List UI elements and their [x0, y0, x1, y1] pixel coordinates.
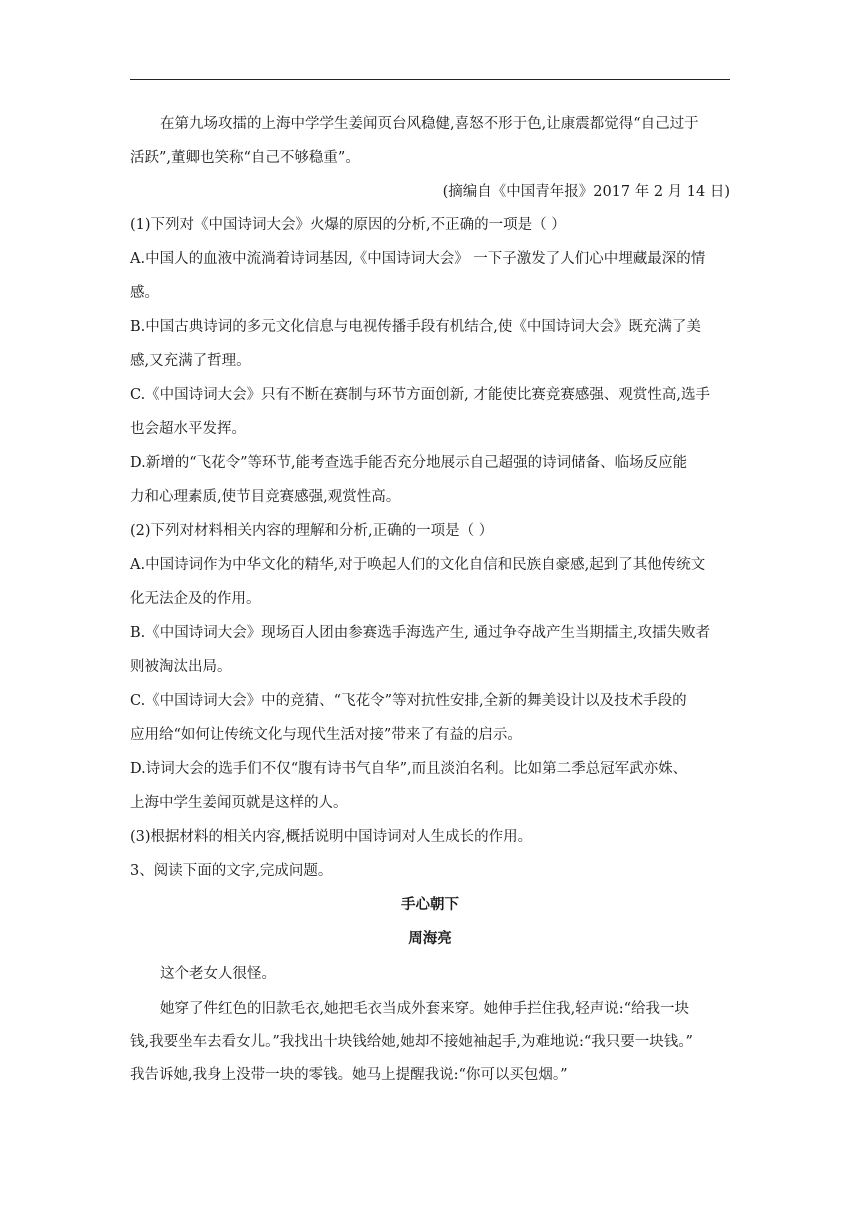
q1-option-d-cont: 力和心理素质,使节目竞赛感强,观赏性高。	[130, 489, 401, 505]
section-3-intro: 3、阅读下面的文字,完成问题。	[130, 863, 333, 879]
q1-option-d: D.新增的“飞花令”等环节,能考查选手能否充分地展示自己超强的诗词储备、临场反应能	[130, 455, 688, 471]
story-paragraph: 她穿了件红色的旧款毛衣,她把毛衣当成外套来穿。她伸手拦住我,轻声说:“给我一块	[160, 1001, 690, 1017]
story-paragraph: 这个老女人很怪。	[160, 966, 276, 982]
q2-option-a: A.中国诗词作为中华文化的精华,对于唤起人们的文化自信和民族自豪感,起到了其他传统文	[130, 557, 706, 573]
story-title: 手心朝下	[401, 897, 459, 913]
question-1-stem: (1)下列对《中国诗词大会》火爆的原因的分析,不正确的一项是（ ）	[130, 217, 566, 233]
story-paragraph-cont: 钱,我要坐车去看女儿。”我找出十块钱给她,她却不接她袖起手,为难地说:“我只要一块钱。”	[130, 1034, 693, 1050]
passage-line: 活跃”,董卿也笑称“自己不够稳重”。	[130, 150, 360, 166]
q1-option-b-cont: 感,又充满了哲理。	[130, 353, 251, 369]
q1-option-a-cont: 感。	[130, 285, 159, 301]
story-author: 周海亮	[408, 931, 452, 947]
question-3-stem: (3)根据材料的相关内容,概括说明中国诗词对人生成长的作用。	[130, 829, 533, 845]
q1-option-c: C.《中国诗词大会》只有不断在赛制与环节方面创新, 才能使比赛竞赛感强、观赏性高,选手	[130, 387, 711, 403]
q2-option-b-cont: 则被淘汰出局。	[130, 659, 232, 675]
q2-option-d: D.诗词大会的选手们不仅“腹有诗书气自华”,而且淡泊名利。比如第二季总冠军武亦姝、	[130, 761, 688, 777]
q1-option-a: A.中国人的血液中流淌着诗词基因,《中国诗词大会》 一下子激发了人们心中埋藏最深的情	[130, 251, 706, 267]
story-paragraph-cont: 我告诉她,我身上没带一块的零钱。她马上提醒我说:“你可以买包烟。”	[130, 1067, 568, 1083]
q2-option-c: C.《中国诗词大会》中的竞猜、“飞花令”等对抗性安排,全新的舞美设计以及技术手段的	[130, 693, 687, 709]
header-rule	[130, 79, 730, 80]
q1-option-c-cont: 也会超水平发挥。	[130, 421, 246, 437]
q2-option-d-cont: 上海中学生姜闻页就是这样的人。	[130, 795, 348, 811]
question-2-stem: (2)下列对材料相关内容的理解和分析,正确的一项是（ ）	[130, 523, 494, 539]
passage-line: 在第九场攻擂的上海中学学生姜闻页台风稳健,喜怒不形于色,让康震都觉得“自己过于	[160, 116, 699, 132]
q2-option-a-cont: 化无法企及的作用。	[130, 591, 261, 607]
q2-option-b: B.《中国诗词大会》现场百人团由参赛选手海选产生, 通过争夺战产生当期擂主,攻擂失败者	[130, 625, 711, 641]
source-citation: (摘编自《中国青年报》2017 年 2 月 14 日)	[442, 184, 730, 200]
q1-option-b: B.中国古典诗词的多元文化信息与电视传播手段有机结合,使《中国诗词大会》既充满了美	[130, 319, 701, 335]
q2-option-c-cont: 应用给“如何让传统文化与现代生活对接”带来了有益的启示。	[130, 727, 522, 743]
